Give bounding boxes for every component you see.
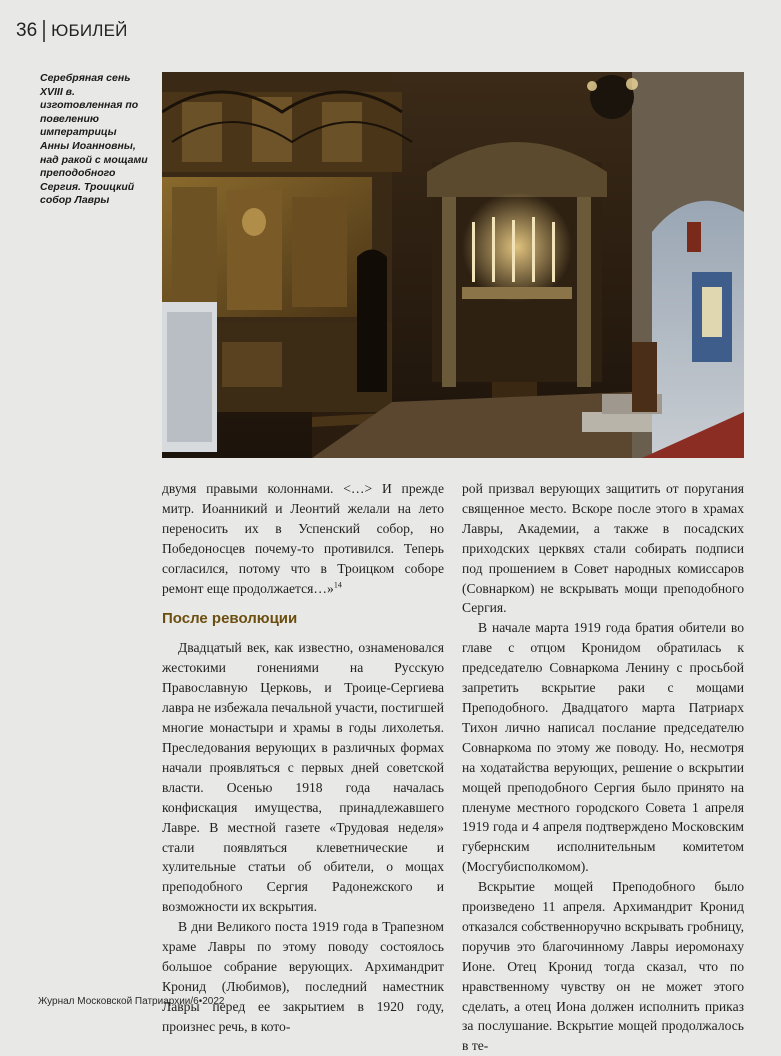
cathedral-interior-photo xyxy=(162,72,744,458)
article-paragraph: рой призвал верующих защитить от поругания священное место. Вскоре после этого в храмах Лавры, Академии, а также в посадских приходских церквях стали собирать подписи под прошением в Совет народных комиссаров (Совнарком) не вскрывать мощи преподобного Сергия. xyxy=(462,481,744,616)
article-column-left xyxy=(162,479,444,1037)
article-column-right xyxy=(462,479,744,1056)
journal-footer: Журнал Московской Патриархии/6•2022 xyxy=(38,996,225,1007)
page-header xyxy=(16,18,128,44)
paragraph-text: двумя правыми колоннами. <…> И прежде митр. Иоанникий и Леонтий желали на лето переносить их в Успенский собор, но Победоносцев почему-то противился. Теперь согласился, потому что в Троицком соборе ремонт еще продолжается…» xyxy=(162,481,444,596)
section-subheading: После революции xyxy=(162,610,298,628)
photo-caption: Серебряная сень XVIII в. изготовленная по повелению императрицы Анны Иоанновны, над ракой с мощами преподобного Сергия. Троицкий собор Лавры xyxy=(40,72,148,207)
article-paragraph: В начале марта 1919 года братия обители во главе с отцом Кронидом обратилась к председателю Совнаркома Ленину с просьбой запретить вскрытие раки с мощами Преподобного. Двадцатого марта Патриарх Тихон лично написал послание председателю Совнаркома по этому же поводу. Но, несмотря на ходатайства верующих, решение о вскрытии мощей преподобного Сергия было принято на пленуме местного городского Совета 1 апреля 1919 года и 4 апреля подтверждено Московским губернским исполнительным комитетом (Мосгубисполкомом). xyxy=(462,620,744,875)
article-paragraph xyxy=(162,479,444,598)
page-number: 36 xyxy=(16,20,45,42)
article-paragraph: В дни Великого поста 1919 года в Трапезном храме Лавры по этому поводу состоялось большое собрание верующих. Архимандрит Кронид (Любимов), последний наместник Лавры перед ее закрытием в 1920 году, произнес речь, в кото- xyxy=(162,919,444,1034)
article-paragraph: Двадцатый век, как известно, ознаменовался жестокими гонениями на Русскую Православную Церковь, и Троице-Сергиева лавра не избежала печальной участи, постигшей многие монастыри и храмы в годы лихолетья. Преследования верующих в различных формах начали проявляться с первых дней советской власти. Осенью 1918 года началась конфискация имущества, принадлежавшего Лавре. В местной газете «Трудовая неделя» стали появляться клеветнические и хулительные статьи об обители, о мощах преподобного Сергия Радонежского и возможности их вскрытия. xyxy=(162,640,444,915)
cathedral-interior-illustration xyxy=(162,72,744,458)
footnote-mark: 14 xyxy=(333,580,342,589)
section-title: ЮБИЛЕЙ xyxy=(51,21,128,40)
article-paragraph: Вскрытие мощей Преподобного было произведено 11 апреля. Архимандрит Кронид отказался собственноручно вскрывать гробницу, поручив это благочинному Лавры иеромонаху Ионе. Отец Кронид тогда сказал, что по нравственному чувству он не может этого сделать, а отец Иона должен исполнить приказ за послушание. Вскрытие мощей продолжалось в те- xyxy=(462,879,744,1054)
